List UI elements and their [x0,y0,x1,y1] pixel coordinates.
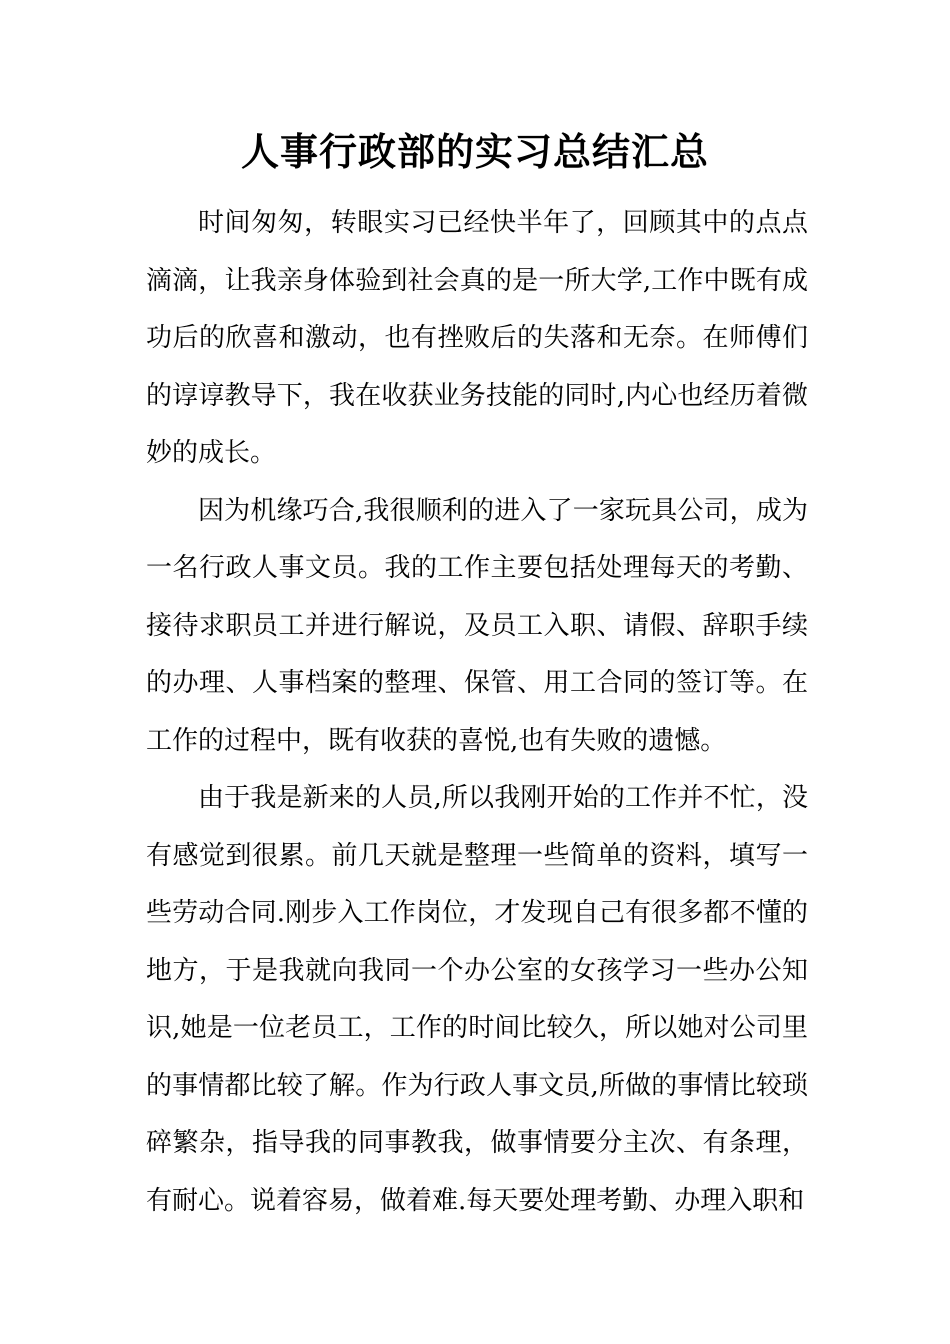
document-title: 人事行政部的实习总结汇总 [240,129,709,174]
document-body [146,195,808,1230]
paragraph-3: 由于我是新来的人员,所以我刚开始的工作并不忙，没有感觉到很累。前几天就是整理一些简单的资料，填写一些劳动合同.刚步入工作岗位，才发现自己有很多都不懂的地方，于是我就向我同一个办公室的女孩学习一些办公知识,她是一位老员工，工作的时间比较久，所以她对公司里的事情都比较了解。作为行政人事文员,所做的事情比较琐碎繁杂，指导我的同事教我，做事情要分主次、有条理，有耐心。说着容易，做着难.每天要处理考勤、办理入职和 [146,783,808,1216]
paragraph-1: 时间匆匆，转眼实习已经快半年了，回顾其中的点点滴滴，让我亲身体验到社会真的是一所大学,工作中既有成功后的欣喜和激动，也有挫败后的失落和无奈。在师傅们的谆谆教导下，我在收获业务技能的同时,内心也经历着微妙的成长。 [146,208,808,468]
paragraph-2: 因为机缘巧合,我很顺利的进入了一家玩具公司，成为一名行政人事文员。我的工作主要包括处理每天的考勤、接待求职员工并进行解说，及员工入职、请假、辞职手续的办理、人事档案的整理、保管、用工合同的签订等。在工作的过程中，既有收获的喜悦,也有失败的遗憾。 [146,495,808,756]
